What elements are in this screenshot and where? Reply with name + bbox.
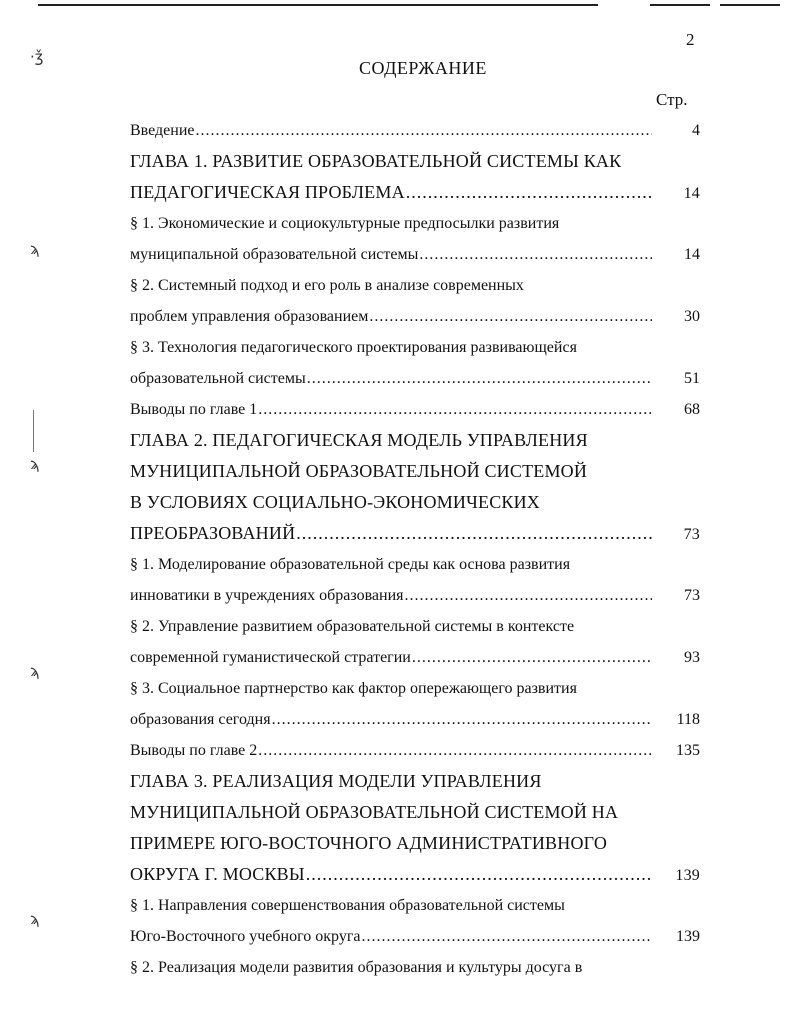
toc-line	[130, 859, 700, 890]
dot-leader	[306, 859, 652, 890]
toc-line	[130, 208, 700, 239]
toc-entry-text: инноватики в учреждениях образования	[130, 587, 404, 604]
dot-leader	[258, 394, 652, 425]
toc-line	[130, 301, 700, 332]
toc-entry-text: ПЕДАГОГИЧЕСКАЯ ПРОБЛЕМА	[130, 182, 405, 202]
toc-entry-text: МУНИЦИПАЛЬНОЙ ОБРАЗОВАТЕЛЬНОЙ СИСТЕМОЙ	[130, 461, 588, 481]
table-of-contents	[130, 115, 700, 983]
toc-page-number: 51	[684, 370, 700, 387]
toc-entry	[130, 890, 700, 952]
toc-page-number: 139	[676, 928, 700, 945]
toc-line	[130, 890, 700, 921]
dot-leader	[272, 704, 652, 735]
toc-page-number: 139	[675, 867, 700, 884]
toc-entry	[130, 146, 700, 208]
page-title: СОДЕРЖАНИЕ	[359, 58, 487, 78]
toc-line	[130, 549, 700, 580]
toc-entry-text: образовательной системы	[130, 370, 306, 387]
toc-line	[130, 766, 700, 797]
toc-entry-text: Выводы по главе 1	[130, 401, 258, 418]
toc-line	[130, 921, 700, 952]
toc-line	[130, 735, 700, 766]
dot-leader	[369, 301, 652, 332]
toc-page-number: 14	[684, 246, 700, 263]
binding-hole-mark: ϡ	[30, 662, 40, 680]
toc-page-number: 68	[684, 401, 700, 418]
dot-leader	[196, 115, 653, 146]
dot-leader	[406, 177, 652, 208]
toc-line	[130, 332, 700, 363]
dot-leader	[258, 735, 652, 766]
toc-line	[130, 518, 700, 549]
toc-entry	[130, 952, 700, 983]
toc-line	[130, 425, 700, 456]
toc-entry-text: современной гуманистической стратегии	[130, 649, 411, 666]
toc-entry	[130, 673, 700, 735]
dot-leader	[307, 363, 652, 394]
toc-entry	[130, 766, 700, 890]
toc-entry	[130, 425, 700, 549]
toc-page-number: 135	[676, 742, 700, 759]
toc-line	[130, 363, 700, 394]
toc-entry-text: § 2. Управление развитием образовательной системы в контексте	[130, 618, 575, 635]
toc-entry	[130, 611, 700, 673]
binding-hole-mark: ϡ	[30, 455, 40, 473]
toc-line	[130, 642, 700, 673]
toc-entry	[130, 115, 700, 146]
top-rule-right-1	[650, 4, 710, 6]
top-rule-left	[38, 4, 598, 6]
scan-line	[33, 410, 34, 452]
toc-page-number: 73	[683, 526, 700, 543]
toc-page-number: 73	[684, 587, 700, 604]
toc-line	[130, 115, 700, 146]
toc-page-number: 4	[692, 122, 700, 139]
toc-entry-text: § 1. Моделирование образовательной среды как основа развития	[130, 556, 571, 573]
toc-page-number: 30	[684, 308, 700, 325]
toc-line	[130, 828, 700, 859]
toc-entry	[130, 208, 700, 270]
toc-entry-text: § 2. Реализация модели развития образования и культуры досуга в	[130, 959, 583, 976]
toc-line	[130, 673, 700, 704]
toc-entry-text: ГЛАВА 2. ПЕДАГОГИЧЕСКАЯ МОДЕЛЬ УПРАВЛЕНИЯ	[130, 430, 588, 450]
toc-entry-text: образования сегодня	[130, 711, 271, 728]
toc-entry	[130, 332, 700, 394]
toc-entry-text: Юго-Восточного учебного округа	[130, 928, 361, 945]
toc-line	[130, 239, 700, 270]
toc-entry-text: ПРЕОБРАЗОВАНИЙ	[130, 523, 296, 543]
toc-line	[130, 797, 700, 828]
binding-hole-mark: ·ǯ	[30, 48, 44, 66]
binding-hole-mark: ϡ	[30, 910, 40, 928]
toc-line	[130, 270, 700, 301]
page-number: 2	[686, 30, 695, 49]
toc-line	[130, 487, 700, 518]
toc-entry-text: § 1. Экономические и социокультурные предпосылки развития	[130, 215, 560, 232]
toc-entry-text: § 1. Направления совершенствования образовательной системы	[130, 897, 565, 914]
toc-entry-text: § 2. Системный подход и его роль в анализе современных	[130, 277, 524, 294]
toc-line	[130, 394, 700, 425]
dot-leader	[412, 642, 652, 673]
toc-line	[130, 177, 700, 208]
toc-entry-text: МУНИЦИПАЛЬНОЙ ОБРАЗОВАТЕЛЬНОЙ СИСТЕМОЙ НА	[130, 802, 619, 822]
toc-line	[130, 952, 700, 983]
toc-entry	[130, 735, 700, 766]
dot-leader	[419, 239, 652, 270]
toc-entry-text: Введение	[130, 122, 195, 139]
toc-page-number: 14	[683, 185, 700, 202]
toc-entry-text: § 3. Социальное партнерство как фактор опережающего развития	[130, 680, 577, 697]
toc-entry-text: ГЛАВА 3. РЕАЛИЗАЦИЯ МОДЕЛИ УПРАВЛЕНИЯ	[130, 771, 542, 791]
dot-leader	[362, 921, 653, 952]
toc-entry-text: проблем управления образованием	[130, 308, 369, 325]
toc-entry-text: Выводы по главе 2	[130, 742, 258, 759]
toc-entry-text: § 3. Технология педагогического проектирования развивающейся	[130, 339, 577, 356]
dot-leader	[405, 580, 653, 611]
toc-entry-text: ПРИМЕРЕ ЮГО-ВОСТОЧНОГО АДМИНИСТРАТИВНОГО	[130, 833, 608, 853]
toc-entry	[130, 270, 700, 332]
toc-line	[130, 146, 700, 177]
toc-line	[130, 456, 700, 487]
toc-line	[130, 704, 700, 735]
toc-entry-text: ГЛАВА 1. РАЗВИТИЕ ОБРАЗОВАТЕЛЬНОЙ СИСТЕМЫ КАК	[130, 151, 622, 171]
toc-entry-text: ОКРУГА Г. МОСКВЫ	[130, 864, 305, 884]
dot-leader	[296, 518, 652, 549]
toc-page-number: 118	[676, 711, 700, 728]
toc-entry-text: муниципальной образовательной системы	[130, 246, 419, 263]
toc-line	[130, 580, 700, 611]
toc-page-number: 93	[684, 649, 700, 666]
top-rule-right-2	[720, 4, 780, 6]
toc-entry	[130, 549, 700, 611]
page-column-label: Стр.	[656, 90, 688, 109]
toc-entry-text: В УСЛОВИЯХ СОЦИАЛЬНО-ЭКОНОМИЧЕСКИХ	[130, 492, 541, 512]
toc-entry	[130, 394, 700, 425]
binding-hole-mark: ϡ	[30, 240, 40, 258]
toc-line	[130, 611, 700, 642]
